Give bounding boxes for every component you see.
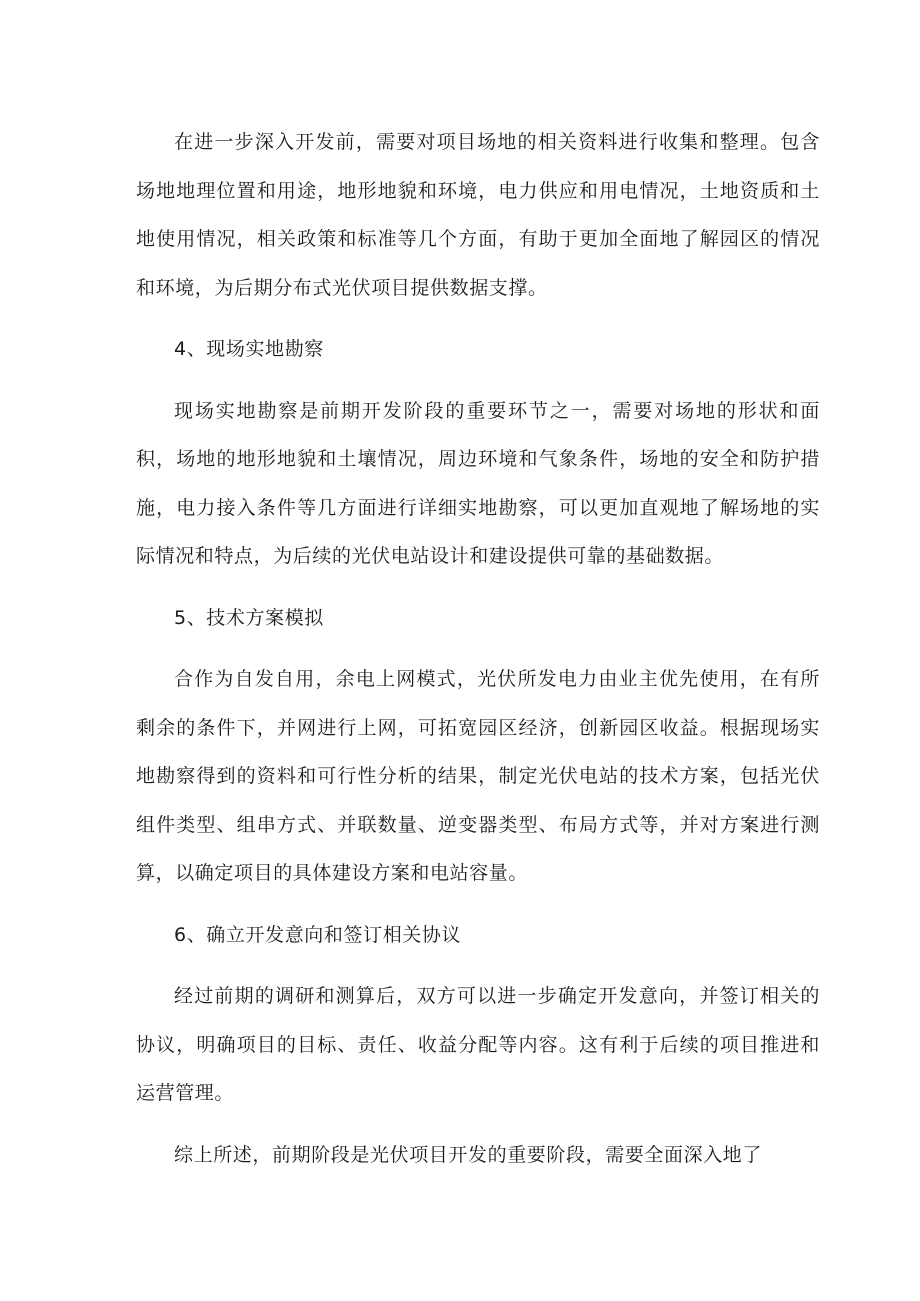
spacer: [136, 642, 820, 655]
paragraph-technical-plan: 合作为自发自用，余电上网模式，光伏所发电力由业主优先使用，在有所剩余的条件下，并网进行上网，可拓宽园区经济，创新园区收益。根据现场实地勘察得到的资料和可行性分析的结果，制定光伏电站的技术方案，包括光伏组件类型、组串方式、并联数量、逆变器类型、布局方式等，并对方案进行测算，以确定项目的具体建设方案和电站容量。: [136, 668, 820, 884]
heading-agreement: 6、确立开发意向和签订相关协议: [174, 923, 462, 946]
heading-technical-plan: 5、技术方案模拟: [174, 606, 324, 629]
spacer: [136, 581, 820, 594]
spacer: [136, 312, 820, 325]
paragraph-summary: 综上所述，前期阶段是光伏项目开发的重要阶段，需要全面深入地了: [174, 1143, 763, 1166]
paragraph-site-survey: 现场实地勘察是前期开发阶段的重要环节之一，需要对场地的形状和面积，场地的地形地貌和土壤情况，周边环境和气象条件，场地的安全和防护措施，电力接入条件等几方面进行详细实地勘察，可以更加直观地了解场地的实际情况和特点，为后续的光伏电站设计和建设提供可靠的基础数据。: [136, 399, 820, 567]
spacer: [136, 374, 820, 387]
spacer: [136, 959, 820, 972]
spacer: [136, 1118, 820, 1131]
paragraph-agreement: 经过前期的调研和测算后，双方可以进一步确定开发意向，并签订相关的协议，明确项目的目标、责任、收益分配等内容。这有利于后续的项目推进和运营管理。: [136, 985, 820, 1104]
paragraph-site-data-collection: 在进一步深入开发前，需要对项目场地的相关资料进行收集和整理。包含场地地理位置和用途，地形地貌和环境，电力供应和用电情况，土地资质和土地使用情况，相关政策和标准等几个方面，有助于更加全面地了解园区的情况和环境，为后期分布式光伏项目提供数据支撑。: [136, 131, 820, 299]
spacer: [136, 898, 820, 911]
heading-site-survey: 4、现场实地勘察: [174, 338, 324, 360]
